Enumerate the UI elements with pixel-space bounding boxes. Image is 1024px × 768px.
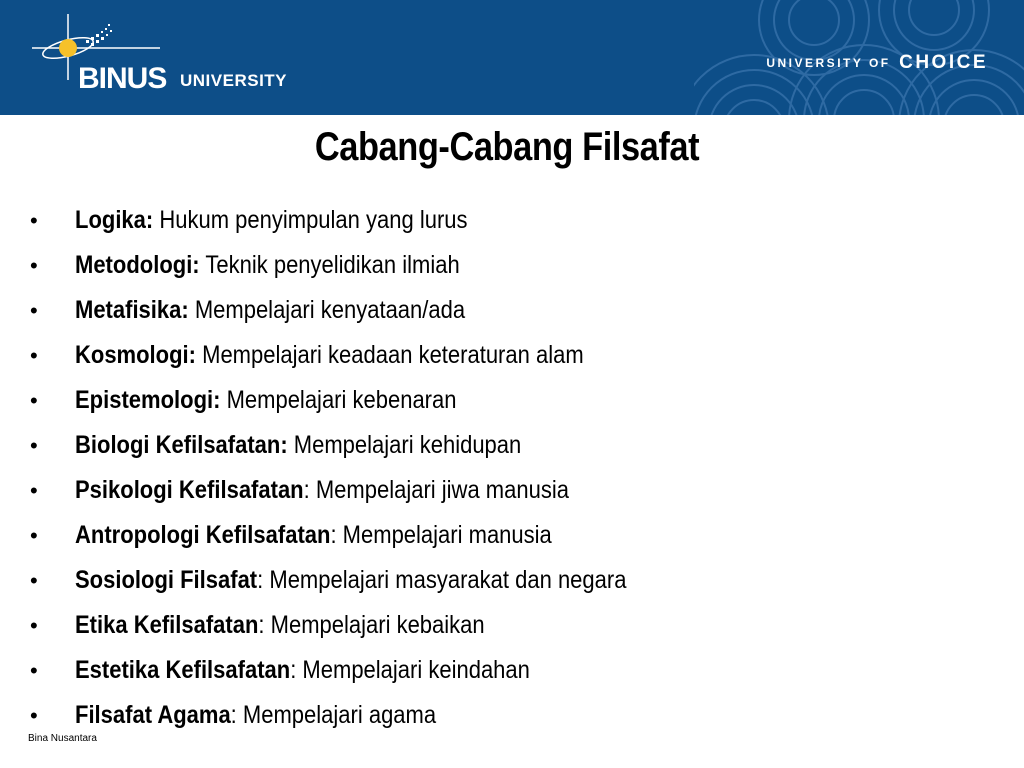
- bullet-icon: •: [30, 342, 38, 368]
- bullet-icon: •: [30, 522, 38, 548]
- tagline-big: CHOICE: [899, 52, 988, 73]
- item-desc: : Mempelajari jiwa manusia: [303, 476, 569, 504]
- item-term: Metafisika:: [75, 296, 189, 324]
- slide-title: Cabang-Cabang Filsafat: [314, 125, 700, 169]
- list-item: [30, 333, 702, 378]
- item-term: Epistemologi:: [75, 386, 221, 414]
- list-item: [30, 378, 702, 423]
- item-term: Estetika Kefilsafatan: [75, 656, 291, 684]
- item-term: Etika Kefilsafatan: [75, 611, 259, 639]
- list-item: [30, 648, 702, 693]
- list-item: [30, 288, 702, 333]
- item-term: Psikologi Kefilsafatan: [75, 476, 304, 504]
- item-term: Logika:: [75, 206, 154, 234]
- logo-text-sub: UNIVERSITY: [180, 71, 288, 90]
- bullet-icon: •: [30, 207, 38, 233]
- tagline: [766, 52, 988, 74]
- bullet-icon: •: [30, 297, 38, 323]
- list-item: [30, 558, 702, 603]
- item-desc: Mempelajari kehidupan: [287, 431, 522, 459]
- bullet-icon: •: [30, 657, 38, 683]
- bullet-icon: •: [30, 702, 38, 728]
- list-item: [30, 198, 702, 243]
- slide-header: [0, 0, 1024, 115]
- list-item: [30, 693, 702, 738]
- item-desc: Teknik penyelidikan ilmiah: [199, 251, 460, 279]
- item-desc: : Mempelajari kebaikan: [258, 611, 485, 639]
- item-desc: Mempelajari keadaan keteraturan alam: [196, 341, 584, 369]
- footer-text: Bina Nusantara: [28, 733, 97, 744]
- item-term: Antropologi Kefilsafatan: [75, 521, 331, 549]
- list-item: [30, 423, 702, 468]
- item-desc: : Mempelajari manusia: [330, 521, 552, 549]
- item-desc: : Mempelajari agama: [230, 701, 437, 729]
- bullet-icon: •: [30, 477, 38, 503]
- item-desc: : Mempelajari masyarakat dan negara: [257, 566, 627, 594]
- tagline-small: UNIVERSITY OF: [766, 56, 891, 70]
- bullet-icon: •: [30, 432, 38, 458]
- list-item: [30, 468, 702, 513]
- list-item: [30, 513, 702, 558]
- item-desc: Mempelajari kebenaran: [220, 386, 457, 414]
- branch-list: [30, 198, 702, 738]
- item-desc: Mempelajari kenyataan/ada: [188, 296, 466, 324]
- item-term: Filsafat Agama: [75, 701, 231, 729]
- binus-logo[interactable]: [30, 10, 310, 105]
- bullet-icon: •: [30, 387, 38, 413]
- bullet-icon: •: [30, 252, 38, 278]
- item-desc: : Mempelajari keindahan: [290, 656, 530, 684]
- item-term: Sosiologi Filsafat: [75, 566, 258, 594]
- item-term: Metodologi:: [75, 251, 200, 279]
- bullet-icon: •: [30, 612, 38, 638]
- item-term: Kosmologi:: [75, 341, 196, 369]
- logo-text-main: BINUS: [78, 62, 167, 95]
- bullet-icon: •: [30, 567, 38, 593]
- list-item: [30, 243, 702, 288]
- list-item: [30, 603, 702, 648]
- item-desc: Hukum penyimpulan yang lurus: [153, 206, 468, 234]
- item-term: Biologi Kefilsafatan:: [75, 431, 288, 459]
